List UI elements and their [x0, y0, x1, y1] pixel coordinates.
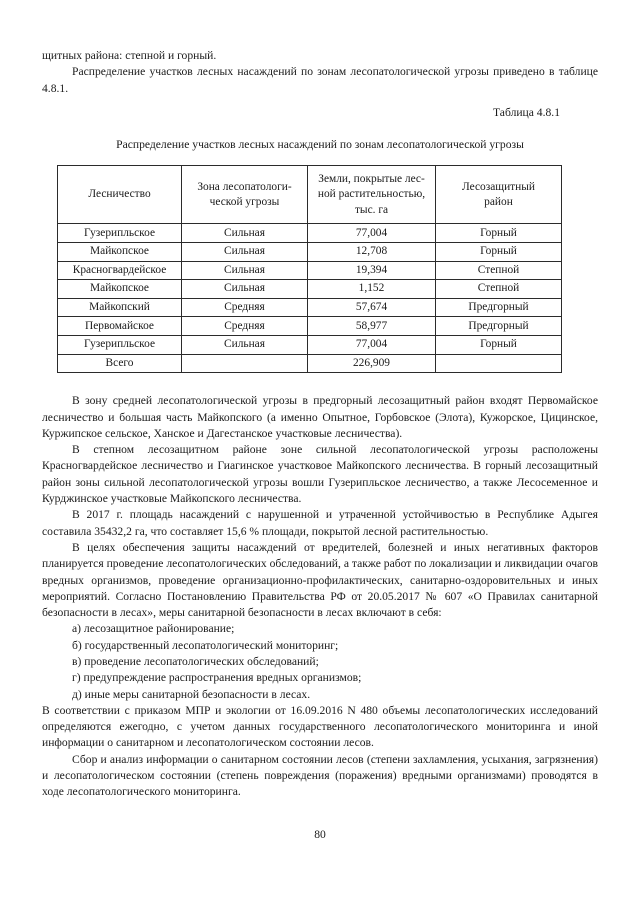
table-cell: 77,004	[308, 336, 436, 355]
table-cell: 1,152	[308, 280, 436, 299]
table-cell: Всего	[58, 354, 182, 373]
table-total-row	[58, 354, 562, 373]
column-header-zona-ugrozy	[182, 166, 308, 224]
table-cell	[436, 354, 562, 373]
measures-list	[42, 621, 598, 702]
table-cell: Гузерипльское	[58, 336, 182, 355]
spacer	[42, 121, 598, 137]
table-cell: 77,004	[308, 224, 436, 243]
table-cell	[182, 354, 308, 373]
table-cell: 58,977	[308, 317, 436, 336]
table-cell: Сильная	[182, 280, 308, 299]
paragraph-mery-bezopasnosti: В целях обеспечения защиты насаждений от вредителей, болезней и иных негативных факторов планируется проведение лесопатологических обследований, а также работ по локализации и ликвидации очагов вредных организмов, проведение организационно-профилактических, санитарно-оздоровительных и иных мероприятий. Согласно Постановлению Правительства РФ от 20.05.2017 № 607 «О Правилах санитарной безопасности в лесах», меры санитарной безопасности в лесах включают в себя:	[42, 540, 598, 620]
column-header-lesnichestvo	[58, 166, 182, 224]
spacer	[42, 373, 598, 393]
paragraph-stepnoy-rayon: В степном лесозащитном районе зоне сильной лесопатологической угрозы расположены Красногвардейское лесничество и Гиагинское участковое Майкопского лесничества. В горный лесозащитный район зоны сильной лесопатологической угрозы вошли Гузерипльское лесничество, а также Лесосеменное и Курджинское участковые Майкопского лесничества.	[42, 443, 598, 506]
table-title: Распределение участков лесных насаждений по зонам лесопатологической угрозы	[116, 138, 524, 152]
header-line: Зона лесопатологи-	[197, 180, 292, 193]
table-cell: Майкопское	[58, 280, 182, 299]
table-cell: Сильная	[182, 224, 308, 243]
lesopatologicheskaya-ugroza-table	[57, 165, 562, 373]
table-cell: Красногвардейское	[58, 261, 182, 280]
table-cell: 19,394	[308, 261, 436, 280]
table-header	[58, 166, 562, 224]
header-line: ной растительностью,	[317, 188, 426, 201]
paragraph-2017-ploshchad: В 2017 г. площадь насаждений с нарушенной и утраченной устойчивостью в Республике Адыгея составила 35432,2 га, что составляет 15,6 % площади, покрытой лесной растительностью.	[42, 508, 598, 538]
table-cell: Первомайское	[58, 317, 182, 336]
column-header-lesozashchitnyy-rayon	[436, 166, 562, 224]
list-item: б) государственный лесопатологический мониторинг;	[72, 638, 339, 652]
list-item: а) лесозащитное районирование;	[72, 622, 235, 636]
table-cell: Степной	[436, 280, 562, 299]
table-cell: Сильная	[182, 336, 308, 355]
table-cell: Сильная	[182, 261, 308, 280]
table-cell: Горный	[436, 336, 562, 355]
paragraph-continuation: щитных района: степной и горный.	[42, 49, 217, 62]
table-number-label: Таблица 4.8.1	[493, 105, 560, 119]
table-row	[58, 298, 562, 317]
paragraph-sbor-analiz: Сбор и анализ информации о санитарном состоянии лесов (степени захламления, усыхания, загрязнения) и лесопатологическом состоянии (степень повреждения (поражения) вредными организмами) проводятся в ходе лесопатологического мониторинга.	[42, 752, 598, 799]
page-number: 80	[314, 828, 326, 841]
table-cell: Предгорный	[436, 317, 562, 336]
spacer	[42, 97, 598, 105]
table-row	[58, 243, 562, 262]
header-line: Лесозащитный	[462, 180, 535, 193]
table-row	[58, 317, 562, 336]
column-header-zemli-pokrytye-lesom	[308, 166, 436, 224]
table-body	[58, 224, 562, 373]
table-cell: Горный	[436, 224, 562, 243]
page-content	[42, 48, 598, 801]
header-line: тыс. га	[354, 203, 389, 216]
spacer	[42, 153, 598, 165]
table-row	[58, 336, 562, 355]
table-cell: Средняя	[182, 317, 308, 336]
table-cell: Степной	[436, 261, 562, 280]
paragraph-srednyaya-ugroza: В зону средней лесопатологической угрозы в предгорный лесозащитный район входят Первомайское лесничество и большая часть Майкопского (а именно Опытное, Горбовское (Элота), Кужорское, Цицинское, Куржипское сельское, Ханское и Дагестанское участковые лесничества).	[42, 394, 598, 440]
paragraph-table-reference: Распределение участков лесных насаждений по зонам лесопатологической угрозы приведено в таблице 4.8.1.	[42, 65, 598, 95]
list-item: д) иные меры санитарной безопасности в лесах.	[72, 687, 311, 701]
paragraph-prikaz-mpr: В соответствии с приказом МПР и экологии от 16.09.2016 N 480 объемы лесопатологических исследований определяются ежегодно, с учетом данных государственного лесопатологического мониторинга и иной информации о санитарном и лесопатологическом состоянии лесов.	[42, 703, 598, 750]
table-row	[58, 224, 562, 243]
table-cell: Средняя	[182, 298, 308, 317]
table-row	[58, 280, 562, 299]
table-cell: Майкопское	[58, 243, 182, 262]
table-cell: Гузерипльское	[58, 224, 182, 243]
table-row	[58, 261, 562, 280]
table-cell: Майкопский	[58, 298, 182, 317]
header-line: район	[484, 195, 513, 208]
table-header-row	[58, 166, 562, 224]
table-cell: Горный	[436, 243, 562, 262]
list-item: в) проведение лесопатологических обследований;	[72, 654, 319, 668]
table-cell: 226,909	[308, 354, 436, 373]
table-cell: 12,708	[308, 243, 436, 262]
table-cell: 57,674	[308, 298, 436, 317]
table-cell: Предгорный	[436, 298, 562, 317]
header-line: Земли, покрытые лес-	[318, 173, 425, 186]
header-line: Лесничество	[88, 188, 151, 201]
list-item: г) предупреждение распространения вредных организмов;	[72, 671, 362, 685]
table-cell: Сильная	[182, 243, 308, 262]
header-line: ческой угрозы	[209, 195, 280, 208]
